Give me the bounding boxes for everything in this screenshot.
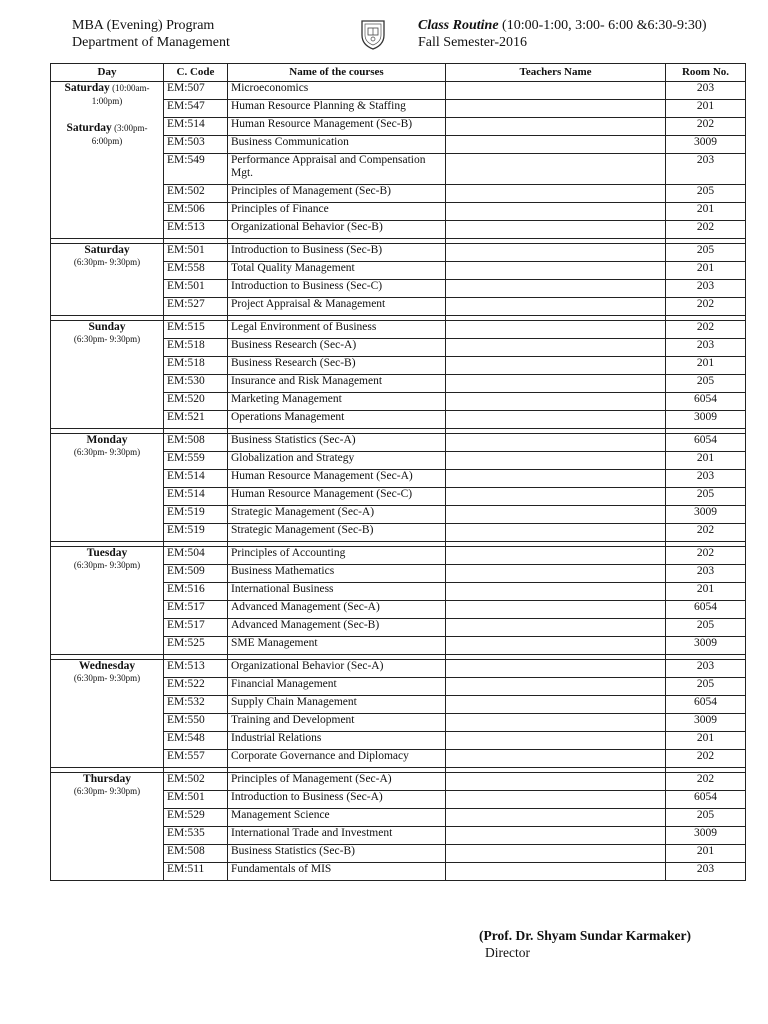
room-number-cell: 201 <box>666 583 746 601</box>
course-code-cell: EM:514 <box>164 470 228 488</box>
day-block <box>54 434 160 458</box>
signatory-title: Director <box>485 945 530 960</box>
course-name-cell: Advanced Management (Sec-A) <box>228 601 446 619</box>
room-number-cell: 205 <box>666 244 746 262</box>
course-code-cell: EM:514 <box>164 118 228 136</box>
course-code-cell: EM:513 <box>164 221 228 239</box>
teacher-name-cell <box>446 136 666 154</box>
teacher-name-cell <box>446 357 666 375</box>
day-name: Monday <box>86 434 128 446</box>
day-time: (6:30pm- 9:30pm) <box>73 257 141 267</box>
teacher-name-cell <box>446 118 666 136</box>
day-block <box>54 773 160 797</box>
teacher-name-cell <box>446 434 666 452</box>
course-name-cell: Performance Appraisal and Compensation Mgt. <box>228 154 446 185</box>
teacher-name-cell <box>446 773 666 791</box>
room-number-cell: 203 <box>666 660 746 678</box>
teacher-name-cell <box>446 244 666 262</box>
course-name-cell: Human Resource Management (Sec-A) <box>228 470 446 488</box>
course-code-cell: EM:559 <box>164 452 228 470</box>
course-code-cell: EM:520 <box>164 393 228 411</box>
course-name-cell: Principles of Finance <box>228 203 446 221</box>
course-name-cell: Business Statistics (Sec-B) <box>228 845 446 863</box>
course-name-cell: International Business <box>228 583 446 601</box>
program-header <box>72 17 230 51</box>
day-name: Saturday <box>84 244 130 256</box>
course-code-cell: EM:501 <box>164 244 228 262</box>
course-name-cell: Business Research (Sec-A) <box>228 339 446 357</box>
teacher-name-cell <box>446 678 666 696</box>
day-block <box>54 660 160 684</box>
room-number-cell: 202 <box>666 773 746 791</box>
day-time: (6:30pm- 9:30pm) <box>73 786 141 796</box>
room-number-cell: 3009 <box>666 411 746 429</box>
day-cell <box>51 82 164 239</box>
col-header-code: C. Code <box>164 64 228 82</box>
course-name-cell: Introduction to Business (Sec-C) <box>228 280 446 298</box>
course-name-cell: Training and Development <box>228 714 446 732</box>
table-row <box>51 547 746 565</box>
teacher-name-cell <box>446 565 666 583</box>
teacher-name-cell <box>446 660 666 678</box>
room-number-cell: 205 <box>666 375 746 393</box>
course-name-cell: Organizational Behavior (Sec-B) <box>228 221 446 239</box>
routine-title: Class Routine <box>418 18 499 33</box>
course-name-cell: Legal Environment of Business <box>228 321 446 339</box>
teacher-name-cell <box>446 809 666 827</box>
routine-title-line <box>418 17 707 34</box>
room-number-cell: 6054 <box>666 791 746 809</box>
course-code-cell: EM:519 <box>164 506 228 524</box>
teacher-name-cell <box>446 262 666 280</box>
room-number-cell: 203 <box>666 82 746 100</box>
course-code-cell: EM:515 <box>164 321 228 339</box>
room-number-cell: 203 <box>666 470 746 488</box>
semester-label: Fall Semester-2016 <box>418 35 527 50</box>
course-name-cell: Operations Management <box>228 411 446 429</box>
course-name-cell: Supply Chain Management <box>228 696 446 714</box>
teacher-name-cell <box>446 100 666 118</box>
room-number-cell: 205 <box>666 678 746 696</box>
room-number-cell: 203 <box>666 154 746 185</box>
day-name: Sunday <box>88 321 126 333</box>
table-row <box>51 244 746 262</box>
course-code-cell: EM:517 <box>164 619 228 637</box>
teacher-name-cell <box>446 601 666 619</box>
course-code-cell: EM:522 <box>164 678 228 696</box>
course-name-cell: Human Resource Planning & Staffing <box>228 100 446 118</box>
course-code-cell: EM:550 <box>164 714 228 732</box>
room-number-cell: 203 <box>666 280 746 298</box>
room-number-cell: 3009 <box>666 637 746 655</box>
course-code-cell: EM:507 <box>164 82 228 100</box>
program-name: MBA (Evening) Program <box>72 18 215 33</box>
teacher-name-cell <box>446 82 666 100</box>
course-name-cell: Principles of Management (Sec-A) <box>228 773 446 791</box>
col-header-teacher: Teachers Name <box>446 64 666 82</box>
day-block <box>54 547 160 571</box>
col-header-room: Room No. <box>666 64 746 82</box>
course-code-cell: EM:504 <box>164 547 228 565</box>
course-name-cell: SME Management <box>228 637 446 655</box>
col-header-day: Day <box>51 64 164 82</box>
teacher-name-cell <box>446 696 666 714</box>
course-code-cell: EM:503 <box>164 136 228 154</box>
course-name-cell: International Trade and Investment <box>228 827 446 845</box>
routine-header <box>418 17 707 51</box>
course-code-cell: EM:509 <box>164 565 228 583</box>
day-block <box>54 122 160 148</box>
teacher-name-cell <box>446 185 666 203</box>
day-time: (6:30pm- 9:30pm) <box>73 560 141 570</box>
teacher-name-cell <box>446 506 666 524</box>
table-row <box>51 321 746 339</box>
room-number-cell: 205 <box>666 809 746 827</box>
course-code-cell: EM:502 <box>164 773 228 791</box>
course-code-cell: EM:557 <box>164 750 228 768</box>
room-number-cell: 201 <box>666 203 746 221</box>
day-time: (3:00pm-6:00pm) <box>91 123 148 146</box>
course-name-cell: Business Statistics (Sec-A) <box>228 434 446 452</box>
room-number-cell: 205 <box>666 619 746 637</box>
course-name-cell: Principles of Accounting <box>228 547 446 565</box>
room-number-cell: 203 <box>666 339 746 357</box>
day-name: Tuesday <box>86 547 128 559</box>
course-name-cell: Corporate Governance and Diplomacy <box>228 750 446 768</box>
table-row <box>51 82 746 100</box>
day-block <box>54 244 160 268</box>
department-name: Department of Management <box>72 35 230 50</box>
teacher-name-cell <box>446 845 666 863</box>
course-code-cell: EM:516 <box>164 583 228 601</box>
course-name-cell: Total Quality Management <box>228 262 446 280</box>
room-number-cell: 205 <box>666 488 746 506</box>
room-number-cell: 3009 <box>666 136 746 154</box>
day-name: Thursday <box>83 773 131 785</box>
course-name-cell: Introduction to Business (Sec-B) <box>228 244 446 262</box>
teacher-name-cell <box>446 827 666 845</box>
course-code-cell: EM:517 <box>164 601 228 619</box>
teacher-name-cell <box>446 470 666 488</box>
course-name-cell: Business Communication <box>228 136 446 154</box>
course-name-cell: Business Research (Sec-B) <box>228 357 446 375</box>
room-number-cell: 3009 <box>666 506 746 524</box>
day-name: Saturday <box>64 82 110 94</box>
day-time: (6:30pm- 9:30pm) <box>73 447 141 457</box>
course-code-cell: EM:525 <box>164 637 228 655</box>
course-code-cell: EM:530 <box>164 375 228 393</box>
teacher-name-cell <box>446 583 666 601</box>
course-code-cell: EM:529 <box>164 809 228 827</box>
room-number-cell: 6054 <box>666 393 746 411</box>
course-name-cell: Principles of Management (Sec-B) <box>228 185 446 203</box>
teacher-name-cell <box>446 339 666 357</box>
teacher-name-cell <box>446 547 666 565</box>
course-code-cell: EM:535 <box>164 827 228 845</box>
course-code-cell: EM:501 <box>164 280 228 298</box>
course-name-cell: Fundamentals of MIS <box>228 863 446 881</box>
course-code-cell: EM:527 <box>164 298 228 316</box>
course-code-cell: EM:508 <box>164 845 228 863</box>
day-time: (10:00am-1:00pm) <box>91 83 150 106</box>
day-name: Saturday <box>66 122 112 134</box>
day-cell <box>51 660 164 768</box>
room-number-cell: 201 <box>666 100 746 118</box>
room-number-cell: 201 <box>666 357 746 375</box>
teacher-name-cell <box>446 619 666 637</box>
course-code-cell: EM:518 <box>164 339 228 357</box>
course-code-cell: EM:501 <box>164 791 228 809</box>
table-row <box>51 773 746 791</box>
day-block <box>54 82 160 108</box>
day-cell <box>51 773 164 881</box>
table-row <box>51 660 746 678</box>
teacher-name-cell <box>446 298 666 316</box>
room-number-cell: 201 <box>666 845 746 863</box>
day-name: Wednesday <box>78 660 136 672</box>
course-code-cell: EM:532 <box>164 696 228 714</box>
course-name-cell: Business Mathematics <box>228 565 446 583</box>
course-name-cell: Marketing Management <box>228 393 446 411</box>
teacher-name-cell <box>446 488 666 506</box>
teacher-name-cell <box>446 791 666 809</box>
teacher-name-cell <box>446 280 666 298</box>
course-name-cell: Strategic Management (Sec-A) <box>228 506 446 524</box>
university-crest-icon <box>359 18 387 50</box>
signatory-name: (Prof. Dr. Shyam Sundar Karmaker) <box>479 928 692 943</box>
course-code-cell: EM:548 <box>164 732 228 750</box>
room-number-cell: 6054 <box>666 434 746 452</box>
teacher-name-cell <box>446 863 666 881</box>
table-row <box>51 434 746 452</box>
course-code-cell: EM:547 <box>164 100 228 118</box>
course-name-cell: Financial Management <box>228 678 446 696</box>
course-name-cell: Insurance and Risk Management <box>228 375 446 393</box>
teacher-name-cell <box>446 750 666 768</box>
course-name-cell: Management Science <box>228 809 446 827</box>
table-header-row <box>51 64 746 82</box>
room-number-cell: 203 <box>666 863 746 881</box>
day-cell <box>51 547 164 655</box>
teacher-name-cell <box>446 321 666 339</box>
room-number-cell: 6054 <box>666 696 746 714</box>
room-number-cell: 6054 <box>666 601 746 619</box>
teacher-name-cell <box>446 154 666 185</box>
day-block <box>54 321 160 345</box>
room-number-cell: 202 <box>666 118 746 136</box>
teacher-name-cell <box>446 203 666 221</box>
room-number-cell: 202 <box>666 321 746 339</box>
room-number-cell: 203 <box>666 565 746 583</box>
teacher-name-cell <box>446 393 666 411</box>
teacher-name-cell <box>446 411 666 429</box>
course-code-cell: EM:502 <box>164 185 228 203</box>
course-code-cell: EM:518 <box>164 357 228 375</box>
day-cell <box>51 321 164 429</box>
room-number-cell: 202 <box>666 547 746 565</box>
room-number-cell: 202 <box>666 298 746 316</box>
day-time: (6:30pm- 9:30pm) <box>73 334 141 344</box>
course-code-cell: EM:506 <box>164 203 228 221</box>
course-name-cell: Human Resource Management (Sec-B) <box>228 118 446 136</box>
course-name-cell: Globalization and Strategy <box>228 452 446 470</box>
course-code-cell: EM:549 <box>164 154 228 185</box>
teacher-name-cell <box>446 452 666 470</box>
day-cell <box>51 434 164 542</box>
room-number-cell: 202 <box>666 221 746 239</box>
teacher-name-cell <box>446 714 666 732</box>
course-name-cell: Project Appraisal & Management <box>228 298 446 316</box>
room-number-cell: 201 <box>666 732 746 750</box>
class-routine-table <box>50 63 746 881</box>
course-code-cell: EM:511 <box>164 863 228 881</box>
room-number-cell: 202 <box>666 750 746 768</box>
course-code-cell: EM:508 <box>164 434 228 452</box>
course-code-cell: EM:521 <box>164 411 228 429</box>
course-name-cell: Organizational Behavior (Sec-A) <box>228 660 446 678</box>
course-name-cell: Strategic Management (Sec-B) <box>228 524 446 542</box>
teacher-name-cell <box>446 221 666 239</box>
course-name-cell: Industrial Relations <box>228 732 446 750</box>
room-number-cell: 3009 <box>666 827 746 845</box>
course-name-cell: Advanced Management (Sec-B) <box>228 619 446 637</box>
room-number-cell: 202 <box>666 524 746 542</box>
course-name-cell: Introduction to Business (Sec-A) <box>228 791 446 809</box>
course-name-cell: Microeconomics <box>228 82 446 100</box>
course-code-cell: EM:519 <box>164 524 228 542</box>
routine-times: (10:00-1:00, 3:00- 6:00 &6:30-9:30) <box>498 18 707 33</box>
teacher-name-cell <box>446 637 666 655</box>
room-number-cell: 3009 <box>666 714 746 732</box>
col-header-course: Name of the courses <box>228 64 446 82</box>
teacher-name-cell <box>446 732 666 750</box>
room-number-cell: 205 <box>666 185 746 203</box>
course-code-cell: EM:514 <box>164 488 228 506</box>
teacher-name-cell <box>446 375 666 393</box>
course-code-cell: EM:558 <box>164 262 228 280</box>
table-body <box>51 82 746 881</box>
day-time: (6:30pm- 9:30pm) <box>73 673 141 683</box>
course-code-cell: EM:513 <box>164 660 228 678</box>
day-cell <box>51 244 164 316</box>
room-number-cell: 201 <box>666 452 746 470</box>
teacher-name-cell <box>446 524 666 542</box>
room-number-cell: 201 <box>666 262 746 280</box>
course-name-cell: Human Resource Management (Sec-C) <box>228 488 446 506</box>
